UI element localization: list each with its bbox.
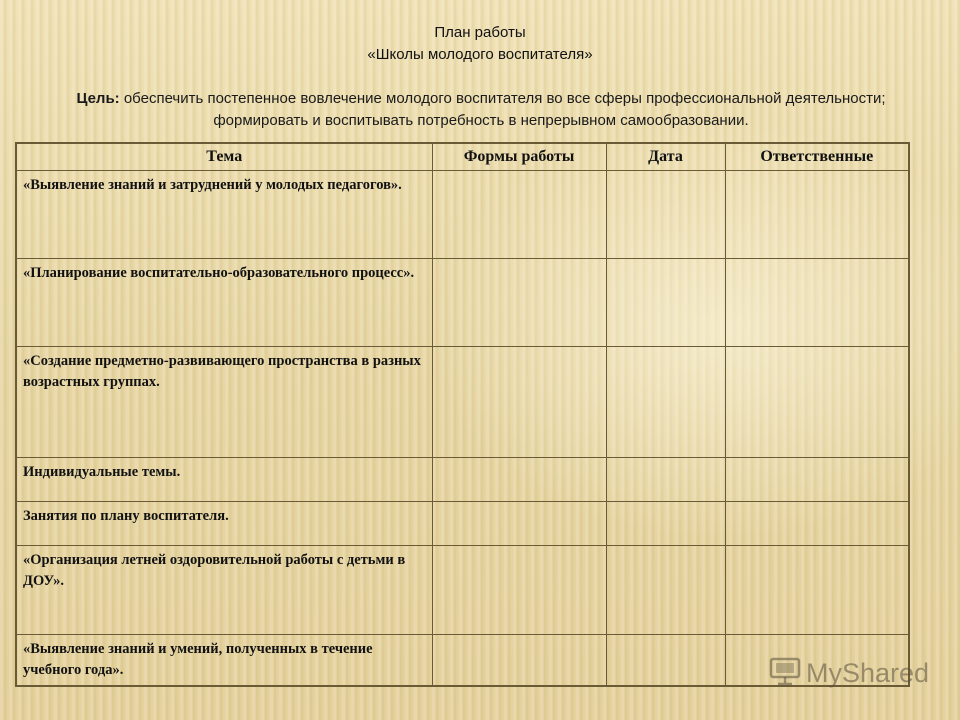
table-row — [16, 502, 909, 546]
title-line-1: План работы — [434, 24, 526, 41]
topic-cell: «Выявление знаний и затруднений у молодых педагогов». — [16, 171, 432, 259]
watermark-text: MyShared — [806, 657, 930, 688]
column-header-forms: Формы работы — [432, 143, 606, 171]
topic-cell: «Организация летней оздоровительной работы с детьми в ДОУ». — [16, 546, 432, 635]
forms-cell — [432, 171, 606, 259]
column-header-responsible: Ответственные — [725, 143, 909, 171]
date-cell — [606, 635, 725, 687]
column-header-date: Дата — [606, 143, 725, 171]
date-cell — [606, 259, 725, 347]
topic-cell: «Создание предметно-развивающего пространства в разных возрастных группах. — [16, 347, 432, 458]
goal-paragraph — [36, 88, 926, 132]
forms-cell — [432, 502, 606, 546]
topic-cell: Индивидуальные темы. — [16, 458, 432, 502]
date-cell — [606, 347, 725, 458]
watermark — [768, 655, 929, 691]
topic-cell: Занятия по плану воспитателя. — [16, 502, 432, 546]
responsible-cell — [725, 546, 909, 635]
goal-text: обеспечить постепенное вовлечение молодого воспитателя во все сферы профессиональной деятельности; формировать и воспитывать потребность в непрерывном самообразовании. — [119, 90, 886, 129]
title-line-2: «Школы молодого воспитателя» — [367, 46, 593, 63]
page-title — [0, 22, 960, 66]
date-cell — [606, 458, 725, 502]
table-row — [16, 171, 909, 259]
topic-cell: «Выявление знаний и умений, полученных в течение учебного года». — [16, 635, 432, 687]
responsible-cell — [725, 259, 909, 347]
forms-cell — [432, 458, 606, 502]
forms-cell — [432, 347, 606, 458]
column-header-topic: Тема — [16, 143, 432, 171]
table-row — [16, 347, 909, 458]
table-row — [16, 259, 909, 347]
forms-cell — [432, 546, 606, 635]
date-cell — [606, 546, 725, 635]
date-cell — [606, 171, 725, 259]
table-row — [16, 458, 909, 502]
responsible-cell — [725, 458, 909, 502]
responsible-cell — [725, 171, 909, 259]
table-row — [16, 546, 909, 635]
topic-cell: «Планирование воспитательно-образовательного процесс». — [16, 259, 432, 347]
table-header-row — [16, 143, 909, 171]
forms-cell — [432, 635, 606, 687]
goal-label: Цель: — [76, 90, 120, 107]
date-cell — [606, 502, 725, 546]
responsible-cell — [725, 347, 909, 458]
forms-cell — [432, 259, 606, 347]
responsible-cell — [725, 502, 909, 546]
projector-icon — [768, 653, 806, 694]
plan-table — [15, 142, 910, 687]
